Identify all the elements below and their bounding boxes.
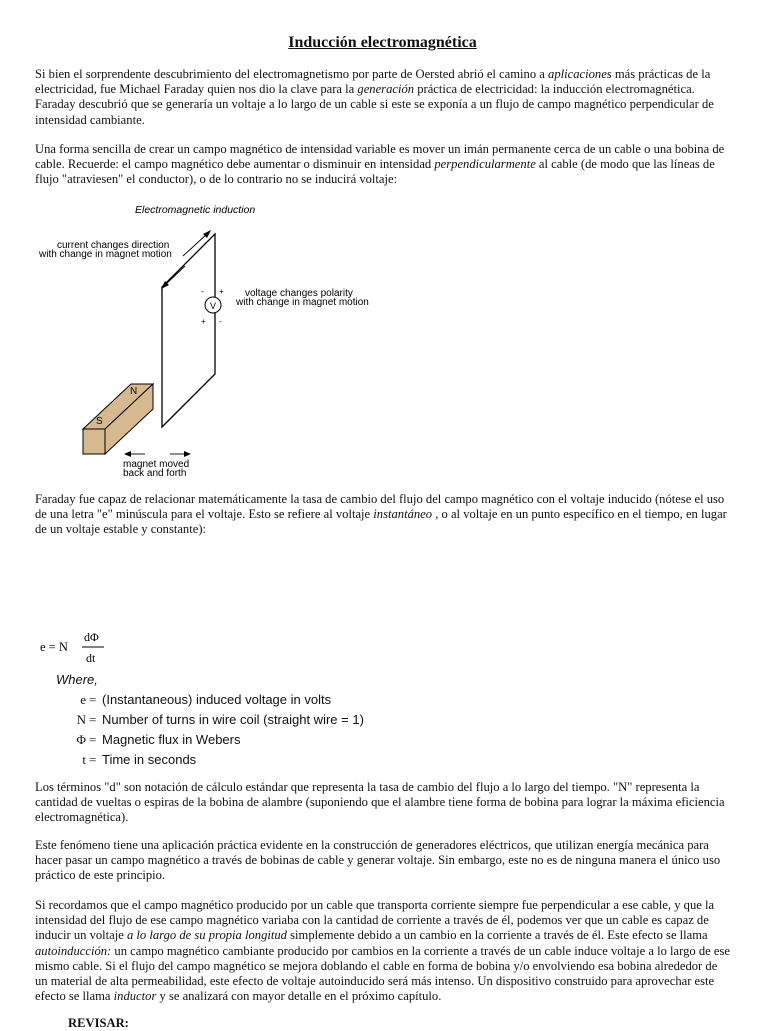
paragraph-2: Una forma sencilla de crear un campo magnético de intensidad variable es mover un imán permanente cerca de un cable o una bobina de cable. Recuerde: el campo magnético debe aumentar o disminuir en intensidad perpendicularmente al cable (de modo que las líneas de flujo "atraviesen" el conductor), o de lo contrario no se inducirá voltaje: <box>35 142 725 187</box>
formula-where: Where, <box>56 672 98 687</box>
voltmeter-symbol: V <box>210 301 217 311</box>
magnet-front-face <box>83 429 105 454</box>
formula-definitions <box>56 692 456 772</box>
motion-arrow-left <box>124 451 131 457</box>
wire-loop <box>162 234 215 427</box>
voltage-label-2: with change in magnet motion <box>236 297 369 308</box>
definition-row: N = Number of turns in wire coil (straight wire = 1) <box>76 712 364 727</box>
svg-text:dt: dt <box>86 651 96 665</box>
svg-text:e = N: e = N <box>40 640 68 654</box>
paragraph-6: Si recordamos que el campo magnético producido por un cable que transporta corriente siempre fue perpendicular a ese cable, y que la intensidad del flujo de ese campo magnético variaba con la cantidad de corriente a través de él, podemos ver que un cable es capaz de inducir un voltaje a lo largo de su propia longitud simplemente debido a un cambio en la corriente a través de él. Este efecto se llama autoinducción: un campo magnético cambiante producido por cambios en la corriente a través de un cable induce voltaje a lo largo de ese mismo cable. Si el flujo del campo magnético se mejora doblando el cable en forma de bobina y/o envolviendo esa bobina alrededor de un material de alta permeabilidad, este efecto de voltaje autoinducido será más intenso. Un dispositivo construido para aprovechar este efecto se llama inductor y se analizará con mayor detalle en el próximo capítulo. <box>35 898 730 1004</box>
definition-row: e = (Instantaneous) induced voltage in volts <box>80 692 332 707</box>
magnet-pole-south: S <box>96 416 103 427</box>
definition-row: t = Time in seconds <box>82 752 197 767</box>
review-heading: REVISAR: <box>68 1016 129 1030</box>
meter-minus-top: - <box>201 287 204 296</box>
meter-plus-top: + <box>219 287 224 296</box>
svg-text:dΦ: dΦ <box>84 630 99 644</box>
current-label-1: current changes direction <box>57 240 170 251</box>
motion-arrow-right <box>184 451 191 457</box>
page-title: Inducción electromagnética <box>288 34 477 51</box>
current-label-2: with change in magnet motion <box>39 249 172 260</box>
induction-diagram <box>35 198 415 483</box>
paragraph-1: Si bien el sorprendente descubrimiento del electromagnetismo por parte de Oersted abrió el camino a aplicaciones más prácticas de la electricidad, fue Michael Faraday quien nos dio la clave para la generación práctica de electricidad: la inducción electromagnética. Faraday descubrió que se generaría un voltaje a lo largo de un cable si este se exponía a un flujo de campo magnético perpendicular de intensidad cambiante. <box>35 67 714 127</box>
voltage-label-1: voltage changes polarity <box>245 288 353 299</box>
magnet-pole-north: N <box>130 386 138 397</box>
definition-row: Φ = Magnetic flux in Webers <box>76 732 241 747</box>
meter-plus-bottom: + <box>201 317 206 326</box>
magnet-label-2: back and forth <box>123 468 187 479</box>
magnet-label-1: magnet moved <box>123 459 190 470</box>
paragraph-5: Este fenómeno tiene una aplicación práctica evidente en la construcción de generadores eléctricos, que utilizan energía mecánica para hacer pasar un campo magnético a través de bobinas de cable y generar voltaje. Sin embargo, este no es de ninguna manera el único uso práctico de este principio. <box>35 838 721 883</box>
paragraph-4: Los términos "d" son notación de cálculo estándar que representa la tasa de cambio del flujo a lo largo del tiempo. "N" representa la cantidad de vueltas o espiras de la bobina de alambre (suponiendo que el alambre tiene forma de bobina para lograr la máxima eficiencia electromagnética). <box>35 780 725 825</box>
meter-minus-bottom: - <box>219 317 222 326</box>
faraday-formula <box>38 626 458 767</box>
paragraph-3: Faraday fue capaz de relacionar matemáticamente la tasa de cambio del flujo del campo magnético con el voltaje inducido (nótese el uso de una letra "e" minúscula para el voltaje. Esto se refiere al voltaje instantáneo , o al voltaje en un punto específico en el tiempo, en lugar de un voltaje estable y constante): <box>35 492 727 537</box>
formula-equation <box>38 626 158 670</box>
figure-title: Electromagnetic induction <box>135 204 256 216</box>
